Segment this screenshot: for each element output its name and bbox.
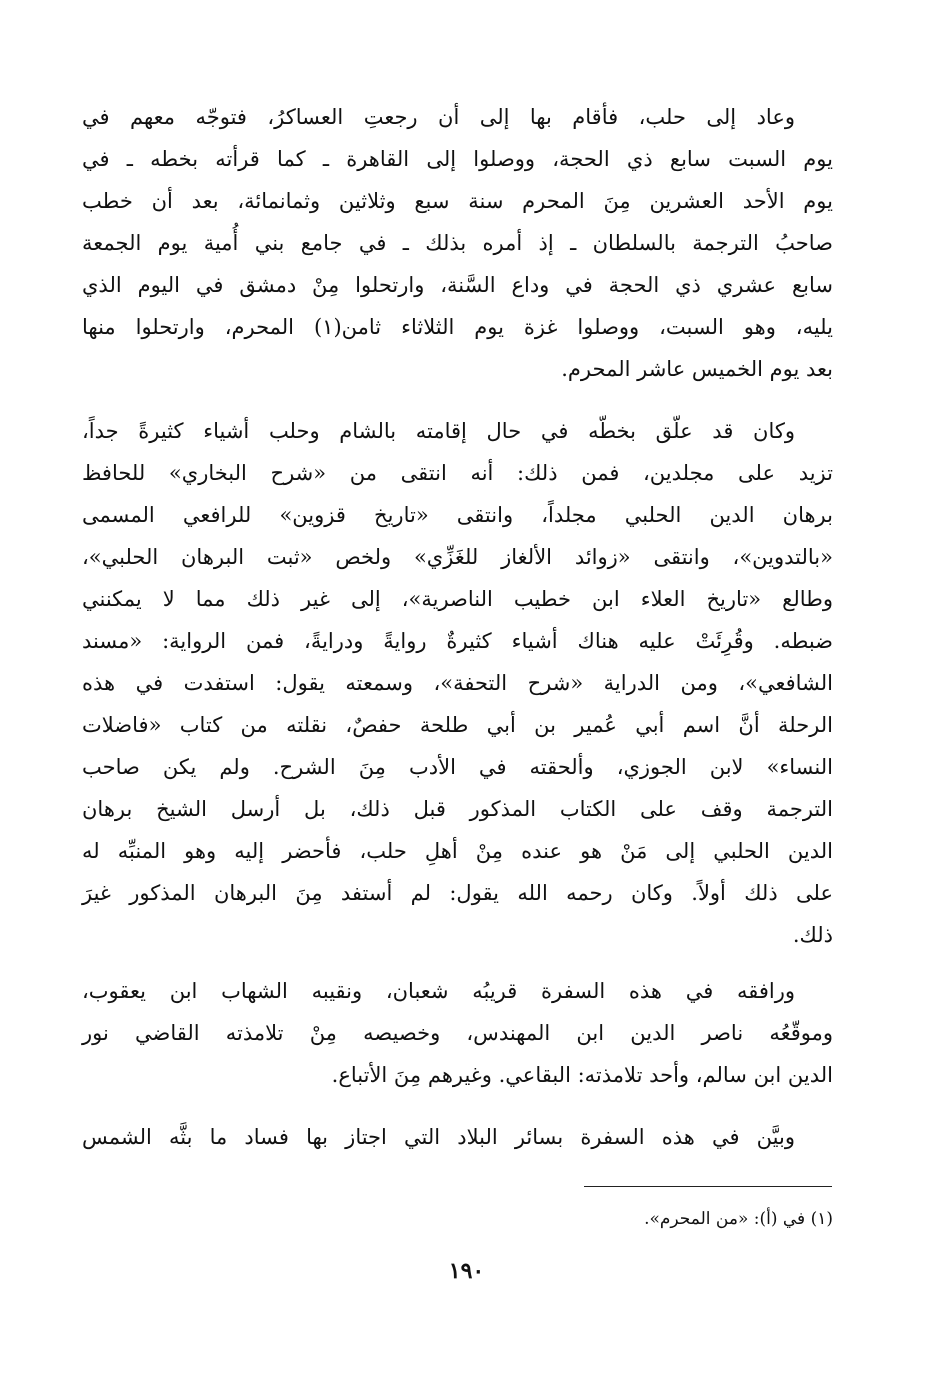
text-line: ضبطه. وقُرِئَتْ عليه هناك أشياء كثيرةٌ روايةً ودرايةً، فمن الرواية: «مسند — [82, 629, 833, 653]
text-line: الترجمة وقف على الكتاب المذكور قبل ذلك، بل أرسل الشيخ برهان — [82, 797, 833, 821]
text-line: برهان الدين الحلبي مجلداً، وانتقى «تاريخ قزوين» للرافعي المسمى — [82, 503, 833, 527]
paragraph-3 — [82, 970, 833, 1096]
text-line: على ذلك أولاً. وكان رحمه الله يقول: لم أستفد مِنَ البرهان المذكور غيرَ — [82, 881, 833, 905]
text-line: الشافعي»، ومن الدراية «شرح التحفة»، وسمعته يقول: استفدت في هذه — [82, 671, 833, 695]
text-line: وبيَّن في هذه السفرة بسائر البلاد التي اجتاز بها فساد ما بثَّه الشمس — [82, 1125, 795, 1149]
footnote-divider — [584, 1186, 832, 1187]
paragraph-4 — [82, 1116, 833, 1158]
text-line: ورافقه في هذه السفرة قريبُه شعبان، ونقيبه الشهاب ابن يعقوب، — [82, 979, 795, 1003]
paragraph-2 — [82, 410, 833, 956]
text-line: وموقّعُه ناصر الدين ابن المهندس، وخصيصه مِنْ تلامذته القاضي نور — [82, 1021, 833, 1045]
text-line: يليه، وهو السبت، ووصلوا غزة يوم الثلاثاء ثامن(١) المحرم، وارتحلوا منها — [82, 315, 833, 339]
text-line: الدين الحلبي إلى مَنْ هو عنده مِنْ أهلِ حلب، فأحضر إليه وهو المنبِّه له — [82, 839, 833, 863]
text-line: «بالتدوين»، وانتقى «زوائد الألغاز للغَزِّي» ولخص «ثبت البرهان الحلبي»، — [82, 545, 833, 569]
text-line: وكان قد علّق بخطّه في حال إقامته بالشام وحلب أشياء كثيرةً جداً، — [82, 419, 795, 443]
text-line: سابع عشري ذي الحجة في وداع السَّنة، وارتحلوا مِنْ دمشق في اليوم الذي — [82, 273, 833, 297]
text-line: النساء» لابن الجوزي، وألحقته في الأدب مِنَ الشرح. ولم يكن صاحب — [82, 755, 833, 779]
text-line: تزيد على مجلدين، فمن ذلك: أنه انتقى من «شرح البخاري» للحافظ — [82, 461, 833, 485]
text-line: ذلك. — [792, 923, 833, 947]
page-number: ١٩٠ — [448, 1258, 485, 1284]
text-line: يوم الأحد العشرين مِنَ المحرم سنة سبع وثلاثين وثمانمائة، بعد أن خطب — [82, 189, 833, 213]
text-line: صاحبُ الترجمة بالسلطان ـ إذ أمره بذلك ـ في جامع بني أُمية يوم الجمعة — [82, 231, 833, 255]
text-line: الدين ابن سالم، وأحد تلامذته: البقاعي. وغيرهم مِنَ الأتباع. — [331, 1063, 833, 1087]
text-line: الرحلة أنَّ اسم أبي عُمير بن أبي طلحة حفصٌ، نقلته من كتاب «فاضلات — [82, 713, 833, 737]
footnote: (١) في (أ): «من المحرم». — [644, 1209, 833, 1229]
text-line: بعد يوم الخميس عاشر المحرم. — [561, 357, 833, 381]
text-line: وطالع «تاريخ العلاء ابن خطيب الناصرية»، إلى غير ذلك مما لا يمكنني — [82, 587, 833, 611]
text-line: يوم السبت سابع ذي الحجة، ووصلوا إلى القاهرة ـ كما قرأته بخطه ـ في — [82, 147, 833, 171]
paragraph-1 — [82, 96, 833, 390]
text-line: وعاد إلى حلب، فأقام بها إلى أن رجعتِ العساكرُ، فتوجّه معهم في — [82, 105, 795, 129]
